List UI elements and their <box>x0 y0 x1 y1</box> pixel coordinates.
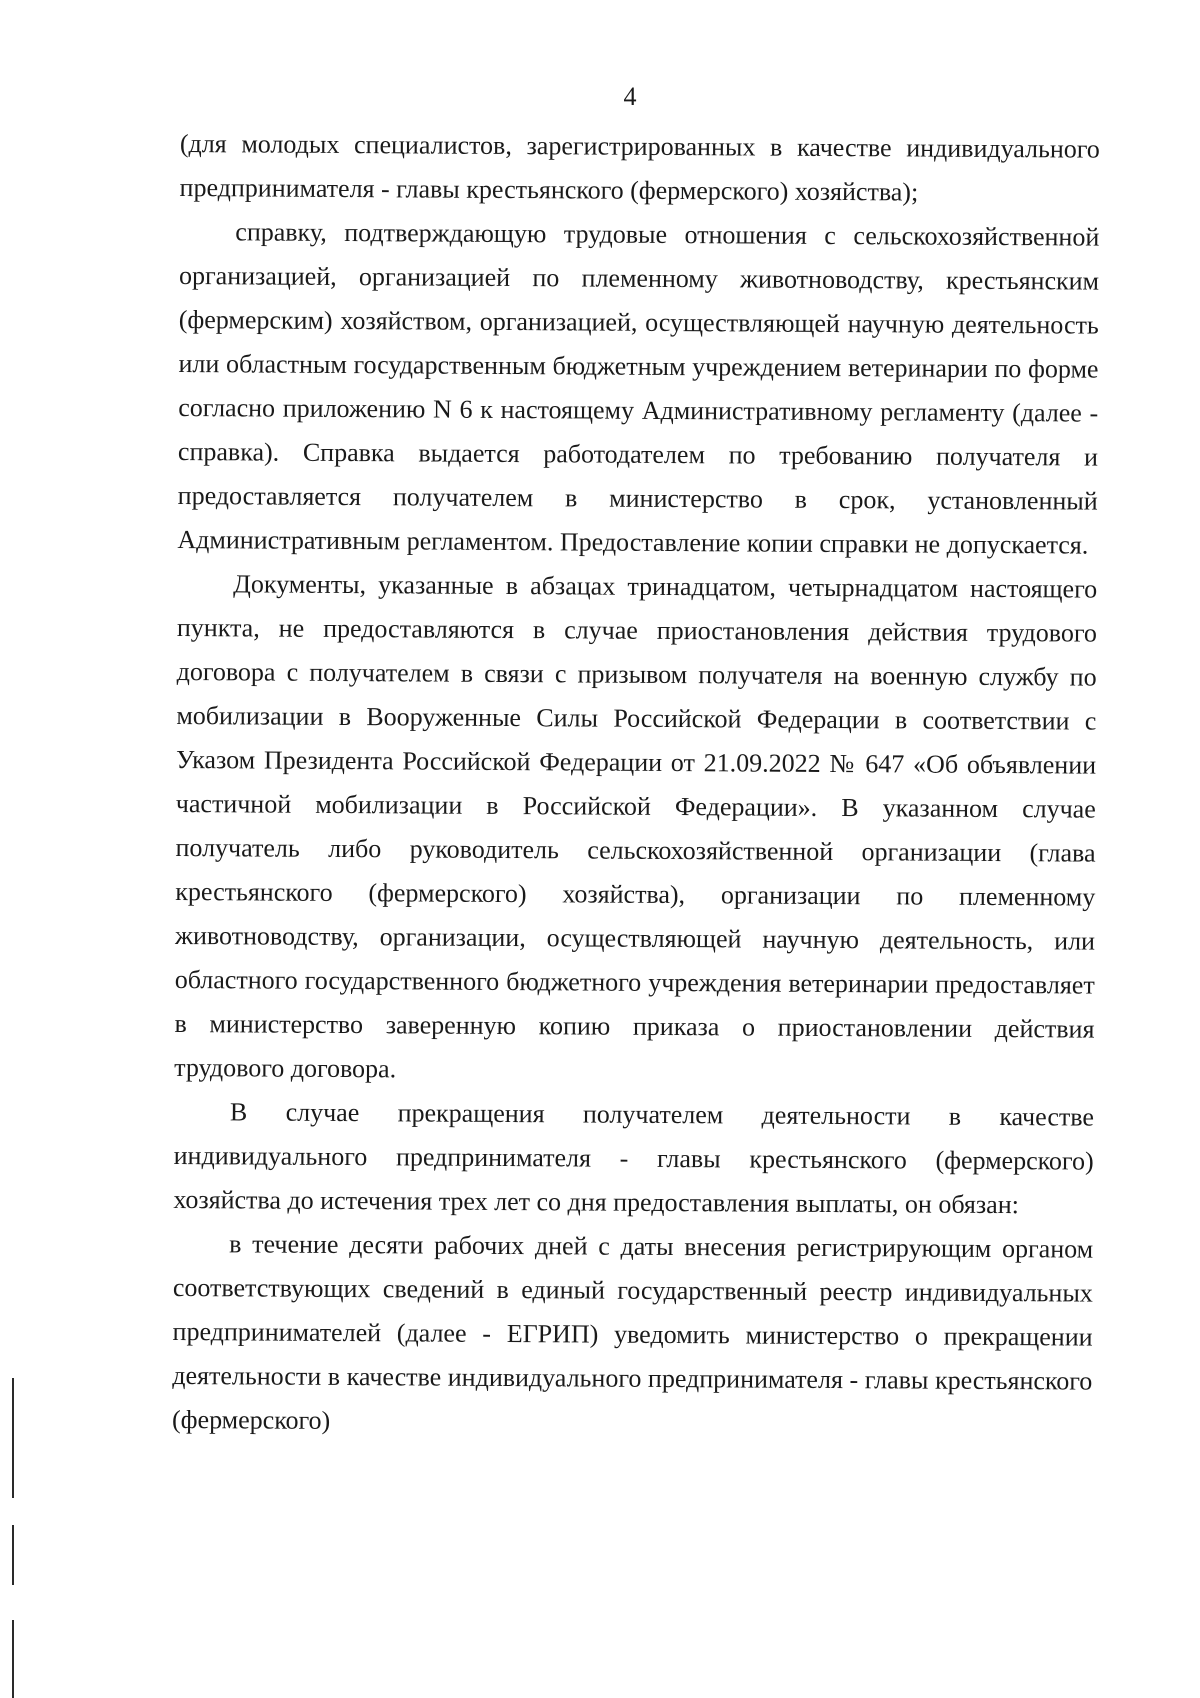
page-number: 4 <box>623 82 637 111</box>
scan-edge-mark <box>12 1620 14 1698</box>
paragraph-notification-duty: в течение десяти рабочих дней с даты внесения регистрирующим органом соответствующих сведений в единый государственный реестр индивидуальных предпринимателей (далее - ЕГРИП) уведомить министерство о прекращении деятельности в качестве индивидуального предпринимателя - главы крестьянского (фермерского) <box>171 1229 1094 1435</box>
scan-edge-mark <box>12 1378 14 1498</box>
paragraph-termination-case: В случае прекращения получателем деятельности в качестве индивидуального предпринимателя - главы крестьянского (фермерского) хозяйства до истечения трех лет со дня предоставления выплаты, он обязан: <box>173 1097 1095 1220</box>
document-body <box>172 122 1100 1448</box>
paragraph-mobilization-exception: Документы, указанные в абзацах тринадцатом, четырнадцатом настоящего пункта, не предоставляются в случае приостановления действия трудового договора с получателем в связи с призывом получателя на военную службу по мобилизации в Вооруженные Силы Российской Федерации в соответствии с Указом Президента Российской Федерации от 21.09.2022 № 647 «Об объявлении частичной мобилизации в Российской Федерации». В указанном случае получатель либо руководитель сельскохозяйственной организации (глава крестьянского (фермерского) хозяйства), организации по племенному животноводству, организации, осуществляющей научную деятельность, или областного государственного бюджетного учреждения ветеринарии предоставляет в министерство заверенную копию приказа о приостановлении действия трудового договора. <box>174 569 1098 1084</box>
paragraph-continuation: (для молодых специалистов, зарегистрированных в качестве индивидуального предпринимателя - главы крестьянского (фермерского) хозяйства); <box>179 128 1100 207</box>
scan-edge-mark <box>12 1525 14 1585</box>
paragraph-certificate: справку, подтверждающую трудовые отношения с сельскохозяйственной организацией, организацией по племенному животноводству, крестьянским (фермерским) хозяйством, организацией, осуществляющей научную деятельность или областным государственным бюджетным учреждением ветеринарии по форме согласно приложению N 6 к настоящему Административному регламенту (далее - справка). Справка выдается работодателем по требованию получателя и предоставляется получателем в министерство в срок, установленный Административным регламентом. Предоставление копии справки не допускается. <box>177 217 1100 560</box>
